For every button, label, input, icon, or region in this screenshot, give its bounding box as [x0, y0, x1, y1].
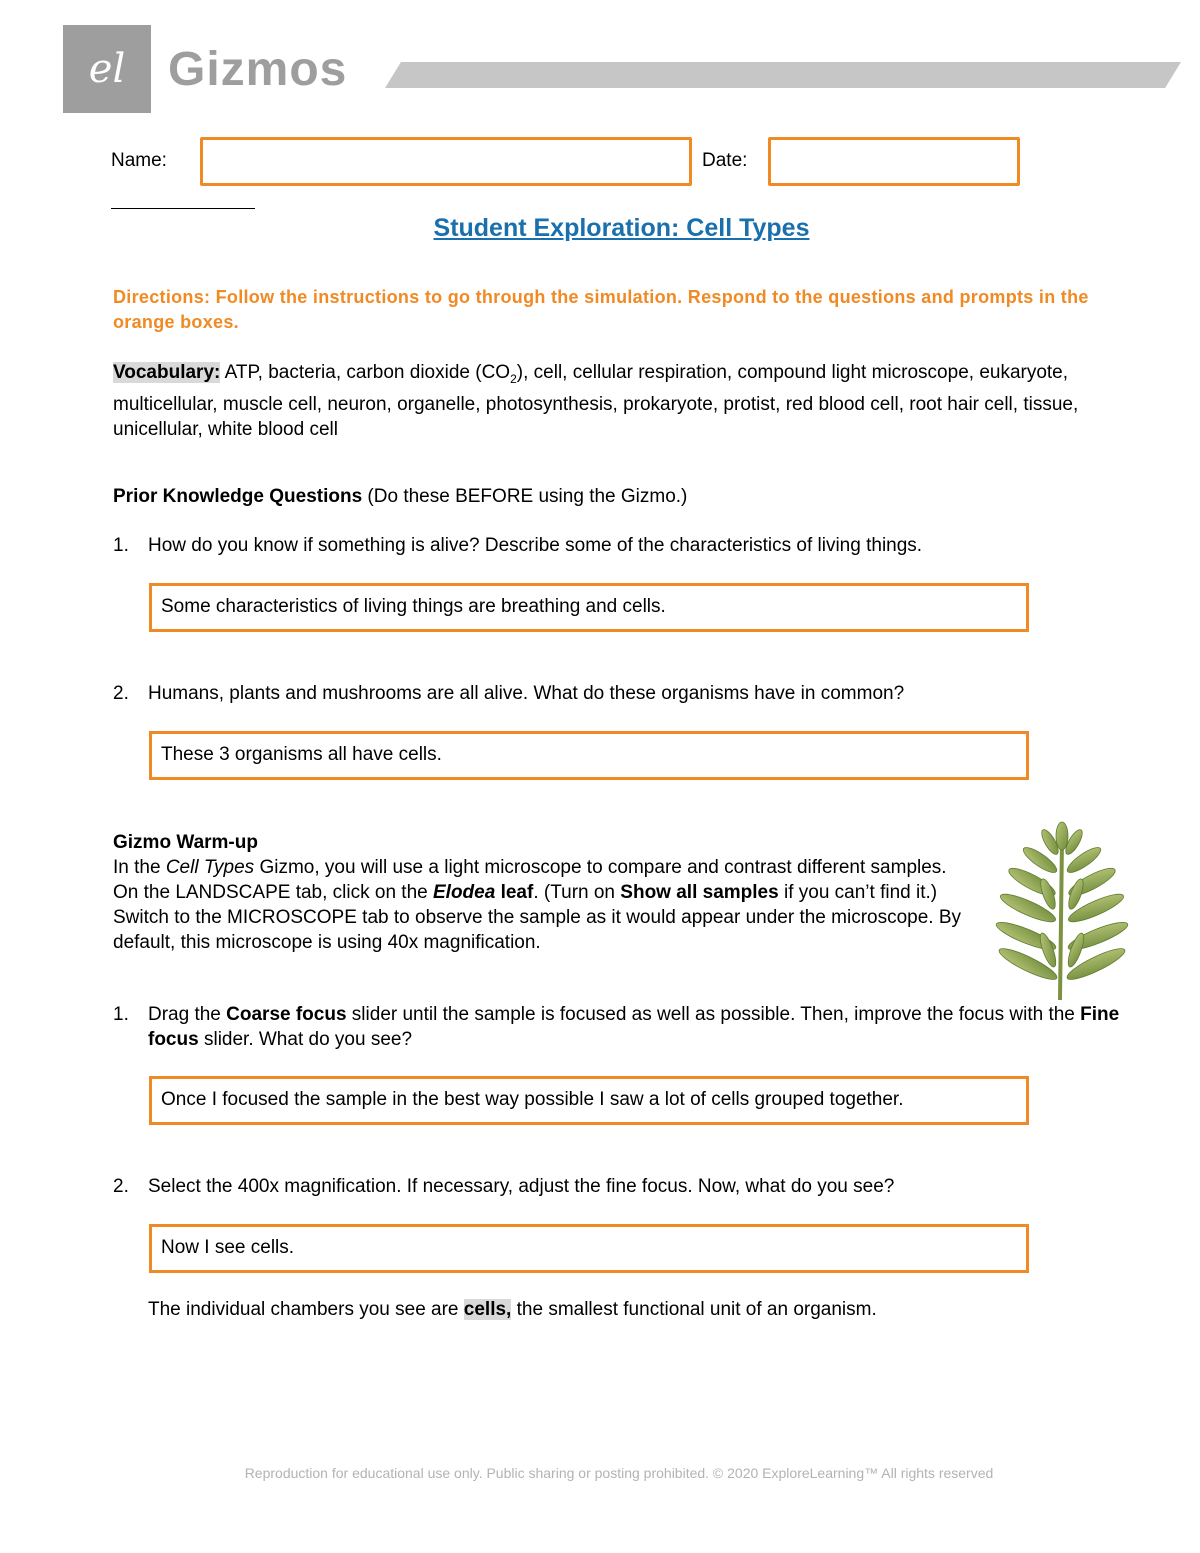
question-number: 2. [113, 683, 129, 704]
brand-name: Gizmos [168, 43, 348, 96]
closing-statement [148, 1297, 1108, 1322]
question-bold: Coarse focus [226, 1004, 347, 1025]
closing-text: the smallest functional unit of an organism. [511, 1299, 877, 1320]
question-bold: Fine focus [148, 1004, 1120, 1050]
intro-bold: leaf [495, 882, 534, 903]
vocabulary-text-2: ), cell, cellular respiration, compound light microscope, eukaryote, multicellular, muscle cell, neuron, organelle, photosynthesis, prokaryote, protist, red blood cell, root hair cell, tissue, unicellular, white blood cell [113, 362, 1079, 440]
vocabulary-subscript: 2 [510, 371, 517, 386]
question-text: Select the 400x magnification. If necessary, adjust the fine focus. Now, what do you see? [148, 1176, 895, 1197]
question-text [148, 1002, 1133, 1052]
question-number: 1. [113, 1004, 129, 1025]
footer-copyright: Reproduction for educational use only. Public sharing or posting prohibited. © 2020 ExploreLearning™ All rights reserved [244, 1465, 994, 1481]
intro-text: if you can’t find it.) Switch to the MICROSCOPE tab to observe the sample as it would appear under the microscope. By default, this microscope is using 40x magnification. [113, 882, 962, 953]
answer-box[interactable]: Once I focused the sample in the best way possible I saw a lot of cells grouped together. [149, 1076, 1029, 1125]
warmup-intro [113, 855, 973, 955]
question-text-part: Drag the [148, 1004, 227, 1025]
warmup-heading: Gizmo Warm-up [113, 832, 258, 853]
question-number: 2. [113, 1176, 129, 1197]
logo [63, 25, 151, 113]
question-number: 1. [113, 535, 129, 556]
question-text-part: slider. What do you see? [198, 1029, 413, 1050]
elodea-plant-image [988, 820, 1133, 1000]
directions: Directions: Follow the instructions to go through the simulation. Respond to the questions and prompts in the orange boxes. [113, 287, 1089, 332]
intro-italic: Cell Types [165, 857, 255, 878]
closing-text: The individual chambers you see are [148, 1299, 464, 1320]
logo-mark: el [88, 46, 126, 92]
intro-bold-italic: Elodea [433, 882, 496, 903]
intro-text: . (Turn on [533, 882, 621, 903]
date-field[interactable] [768, 137, 1020, 186]
intro-bold: Show all samples [620, 882, 779, 903]
name-underline [111, 208, 255, 209]
intro-text: Gizmo, you will use a light microscope to compare and contrast different samples. On the LANDSCAPE tab, click on the [113, 857, 947, 903]
highlighted-term: cells, [463, 1299, 512, 1320]
answer-box[interactable]: These 3 organisms all have cells. [149, 731, 1029, 780]
vocabulary-text-1: ATP, bacteria, carbon dioxide (CO [220, 362, 511, 383]
prior-knowledge-title: Prior Knowledge Questions [113, 486, 363, 507]
prior-knowledge-heading [113, 484, 1113, 509]
vocabulary-label: Vocabulary: [113, 362, 221, 383]
intro-text: In the [113, 857, 166, 878]
name-field[interactable] [200, 137, 692, 186]
date-label: Date: [702, 150, 748, 171]
name-label: Name: [111, 150, 167, 171]
vocabulary [113, 360, 1123, 442]
prior-knowledge-note: (Do these BEFORE using the Gizmo.) [362, 486, 688, 507]
answer-box[interactable]: Now I see cells. [149, 1224, 1029, 1273]
header-bar [385, 62, 1181, 88]
question-text-part: slider until the sample is focused as well as possible. Then, improve the focus with the [346, 1004, 1081, 1025]
question-text: How do you know if something is alive? Describe some of the characteristics of living things. [148, 535, 923, 556]
page-title: Student Exploration: Cell Types [433, 214, 810, 242]
question-text: Humans, plants and mushrooms are all alive. What do these organisms have in common? [148, 683, 905, 704]
answer-box[interactable]: Some characteristics of living things are breathing and cells. [149, 583, 1029, 632]
